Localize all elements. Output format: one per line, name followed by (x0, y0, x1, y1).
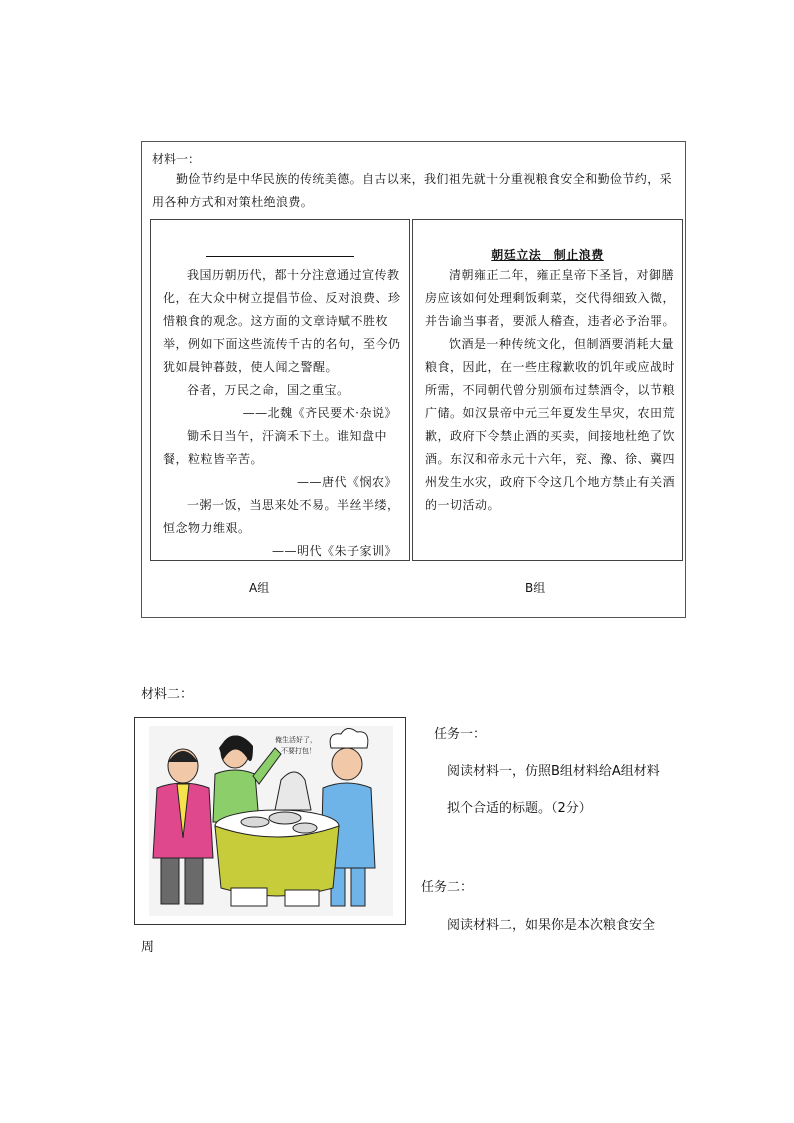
group-a-citation-2: ——唐代《悯农》 (296, 475, 397, 489)
task1-title: 任务一： (434, 727, 487, 742)
group-a-citation-3: ——明代《朱子家训》 (271, 544, 397, 558)
material2-label: 材料二： (141, 687, 194, 702)
group-b-body (425, 264, 675, 517)
group-a-box (150, 219, 410, 561)
dining-table (215, 810, 339, 906)
group-a-quote-3: 一粥一饭，当思来处不易。半丝半缕，恒念物力维艰。 (163, 498, 400, 535)
speech-line-2: 不要打包！ (281, 747, 316, 755)
task2-line-1: 阅读材料二，如果你是本次粮食安全 (447, 918, 656, 933)
group-a-title-blank (206, 256, 354, 257)
group-b-title: 朝廷立法 制止浪费 (491, 248, 604, 262)
task2-line-2: 周 (141, 940, 155, 955)
material1-intro: 勤俭节约是中华民族的传统美德。自古以来，我们祖先就十分重视粮食安全和勤俭节约，采用各种方式和对策杜绝浪费。 (152, 172, 673, 209)
group-a-citation-1: ——北魏《齐民要术·杂说》 (242, 406, 397, 420)
group-a-quote-2: 锄禾日当午，汗滴禾下土。谁知盘中餐，粒粒皆辛苦。 (163, 429, 388, 466)
material1-box (141, 141, 686, 618)
cartoon-image (134, 717, 406, 925)
speech-line-1: 俺生活好了， (275, 736, 317, 744)
material1-label: 材料一： (152, 152, 201, 166)
group-a-paragraph: 我国历朝历代，都十分注意通过宣传教化，在大众中树立提倡节俭、反对浪费、珍惜粮食的观念。这方面的文章诗赋不胜枚举，例如下面这些流传千古的名句，至今仍犹如晨钟暮鼓，使人闻之警醒。 (163, 268, 401, 374)
group-a-label: A组 (249, 581, 270, 595)
group-b-paragraph-1: 清朝雍正二年，雍正皇帝下圣旨，对御膳房应该如何处理剩饭剩菜，交代得细致入微，并告谕当事者，要派人稽查，违者必予治罪。 (425, 268, 676, 328)
group-a-body (163, 264, 401, 563)
group-b-label: B组 (525, 581, 546, 595)
group-b-paragraph-2: 饮酒是一种传统文化，但制酒要消耗大量粮食，因此，在一些庄稼歉收的饥年或应战时所需，不同朝代曾分别颁布过禁酒令，以节粮广储。如汉景帝中元三年夏发生旱灾，农田荒歉，政府下令禁止酒的买卖，间接地杜绝了饮酒。东汉和帝永元十六年，兖、豫、徐、冀四州发生水灾，政府下令这几个地方禁止有关酒的一切活动。 (425, 337, 676, 512)
group-a-quote-1: 谷者，万民之命，国之重宝。 (187, 383, 350, 397)
task1-line-2: 拟个合适的标题。（2分） (447, 801, 592, 816)
group-b-box (412, 219, 683, 561)
task1-line-1: 阅读材料一，仿照B组材料给A组材料 (447, 764, 660, 779)
task2-title: 任务二： (421, 880, 474, 895)
cartoon-illustration (135, 718, 405, 924)
